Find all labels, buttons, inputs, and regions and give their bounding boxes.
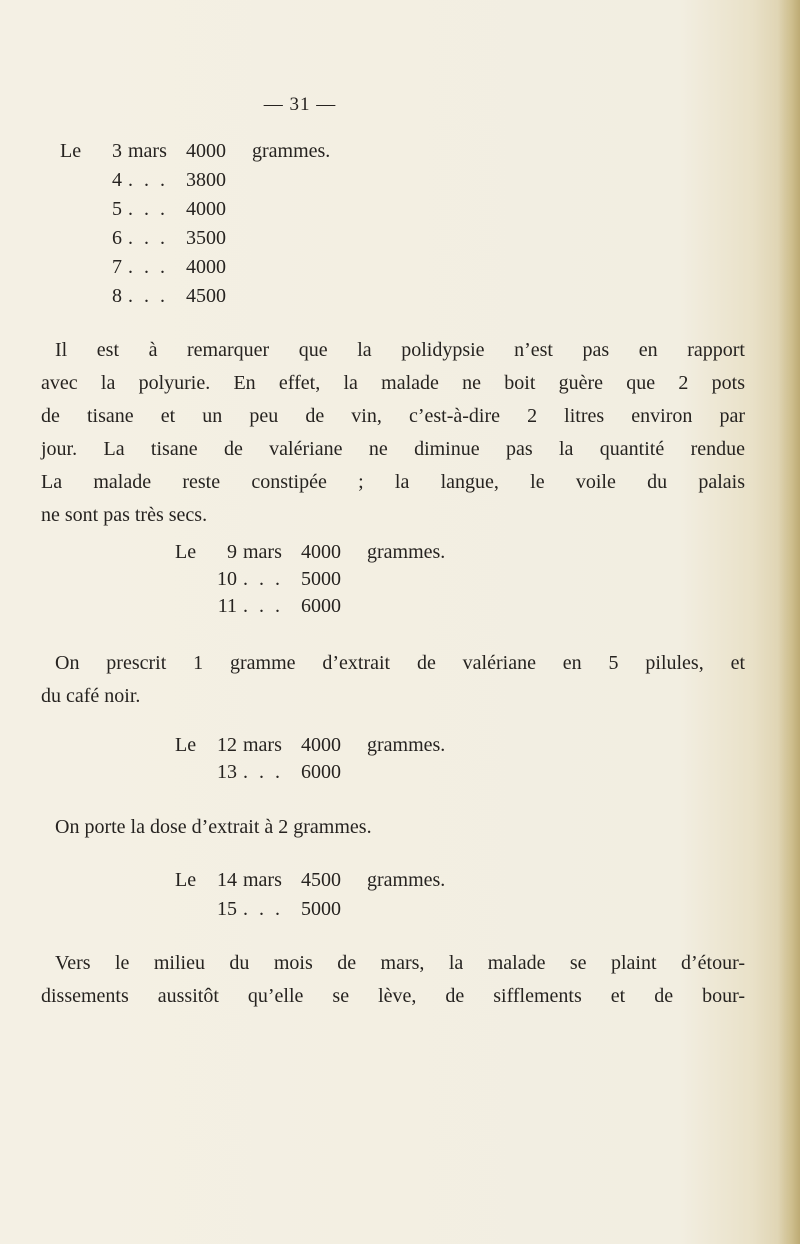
paragraph-line: Il est à remarquer que la polidypsie n’est pas en rapport [55,339,745,361]
row-day: 4 [112,169,122,191]
row-ditto-dots: . . . [243,761,283,783]
row-month: mars [243,734,282,756]
measurement-row [175,592,357,620]
body-paragraph [41,947,745,1013]
row-day: 13 [217,761,237,783]
row-month: mars [128,140,167,162]
row-unit: grammes. [367,541,446,563]
row-unit: grammes. [367,734,446,756]
paragraph-line: jour. La tisane de valériane ne diminue pas la quantité rendue [41,438,745,460]
row-ditto-dots: . . . [128,169,168,191]
paragraph-line: de tisane et un peu de vin, c’est-à-dire 2 litres environ par [41,405,745,427]
paragraph-line: ne sont pas très secs. [41,504,208,526]
row-unit: grammes. [252,140,331,162]
measurement-row [60,166,242,194]
measurement-row [60,253,242,281]
row-ditto-dots: . . . [128,198,168,220]
row-grams: 4000 [186,256,226,278]
page-edge-shadow [778,0,800,1244]
paragraph-line: du café noir. [41,685,141,707]
row-prefix: Le [175,734,197,756]
row-grams: 4000 [186,198,226,220]
measurement-row [60,224,242,252]
paragraph-line: On porte la dose d’extrait à 2 grammes. [55,816,372,838]
paragraph-line: La malade reste constipée ; la langue, le voile du palais [41,471,745,493]
row-day: 14 [217,869,237,891]
row-month: mars [243,541,282,563]
body-paragraph [55,811,745,844]
measurement-row [175,895,357,923]
row-ditto-dots: . . . [128,256,168,278]
row-day: 10 [217,568,237,590]
row-unit: grammes. [367,869,446,891]
row-prefix: Le [175,869,197,891]
measurement-row [175,758,357,786]
body-paragraph [41,334,745,532]
row-day: 8 [112,285,122,307]
row-day: 9 [227,541,237,563]
row-grams: 4000 [186,140,226,162]
row-grams: 5000 [301,898,341,920]
paragraph-line: avec la polyurie. En effet, la malade ne boit guère que 2 pots [41,372,745,394]
body-paragraph [41,647,745,713]
row-ditto-dots: . . . [243,898,283,920]
row-day: 12 [217,734,237,756]
paragraph-line: dissements aussitôt qu’elle se lève, de sifflements et de bour- [41,985,745,1007]
measurement-row [60,195,242,223]
row-grams: 4500 [186,285,226,307]
row-grams: 4000 [301,541,341,563]
row-day: 7 [112,256,122,278]
row-grams: 3500 [186,227,226,249]
row-ditto-dots: . . . [128,285,168,307]
row-grams: 6000 [301,761,341,783]
measurement-row [175,565,357,593]
row-prefix: Le [60,140,82,162]
row-day: 3 [112,140,122,162]
measurement-row [175,731,445,759]
paragraph-line: Vers le milieu du mois de mars, la malade se plaint d’étour- [55,952,745,974]
row-ditto-dots: . . . [243,568,283,590]
measurement-row [175,866,445,894]
paragraph-line: On prescrit 1 gramme d’extrait de valériane en 5 pilules, et [55,652,745,674]
row-grams: 5000 [301,568,341,590]
row-ditto-dots: . . . [243,595,283,617]
row-day: 6 [112,227,122,249]
row-grams: 3800 [186,169,226,191]
row-month: mars [243,869,282,891]
row-day: 15 [217,898,237,920]
measurement-row [175,538,445,566]
row-day: 5 [112,198,122,220]
row-grams: 4000 [301,734,341,756]
row-prefix: Le [175,541,197,563]
row-day: 11 [217,595,237,617]
row-ditto-dots: . . . [128,227,168,249]
row-grams: 4500 [301,869,341,891]
measurement-row [60,282,242,310]
page-number: — 31 — [263,94,337,115]
row-grams: 6000 [301,595,341,617]
measurement-row [60,137,330,165]
